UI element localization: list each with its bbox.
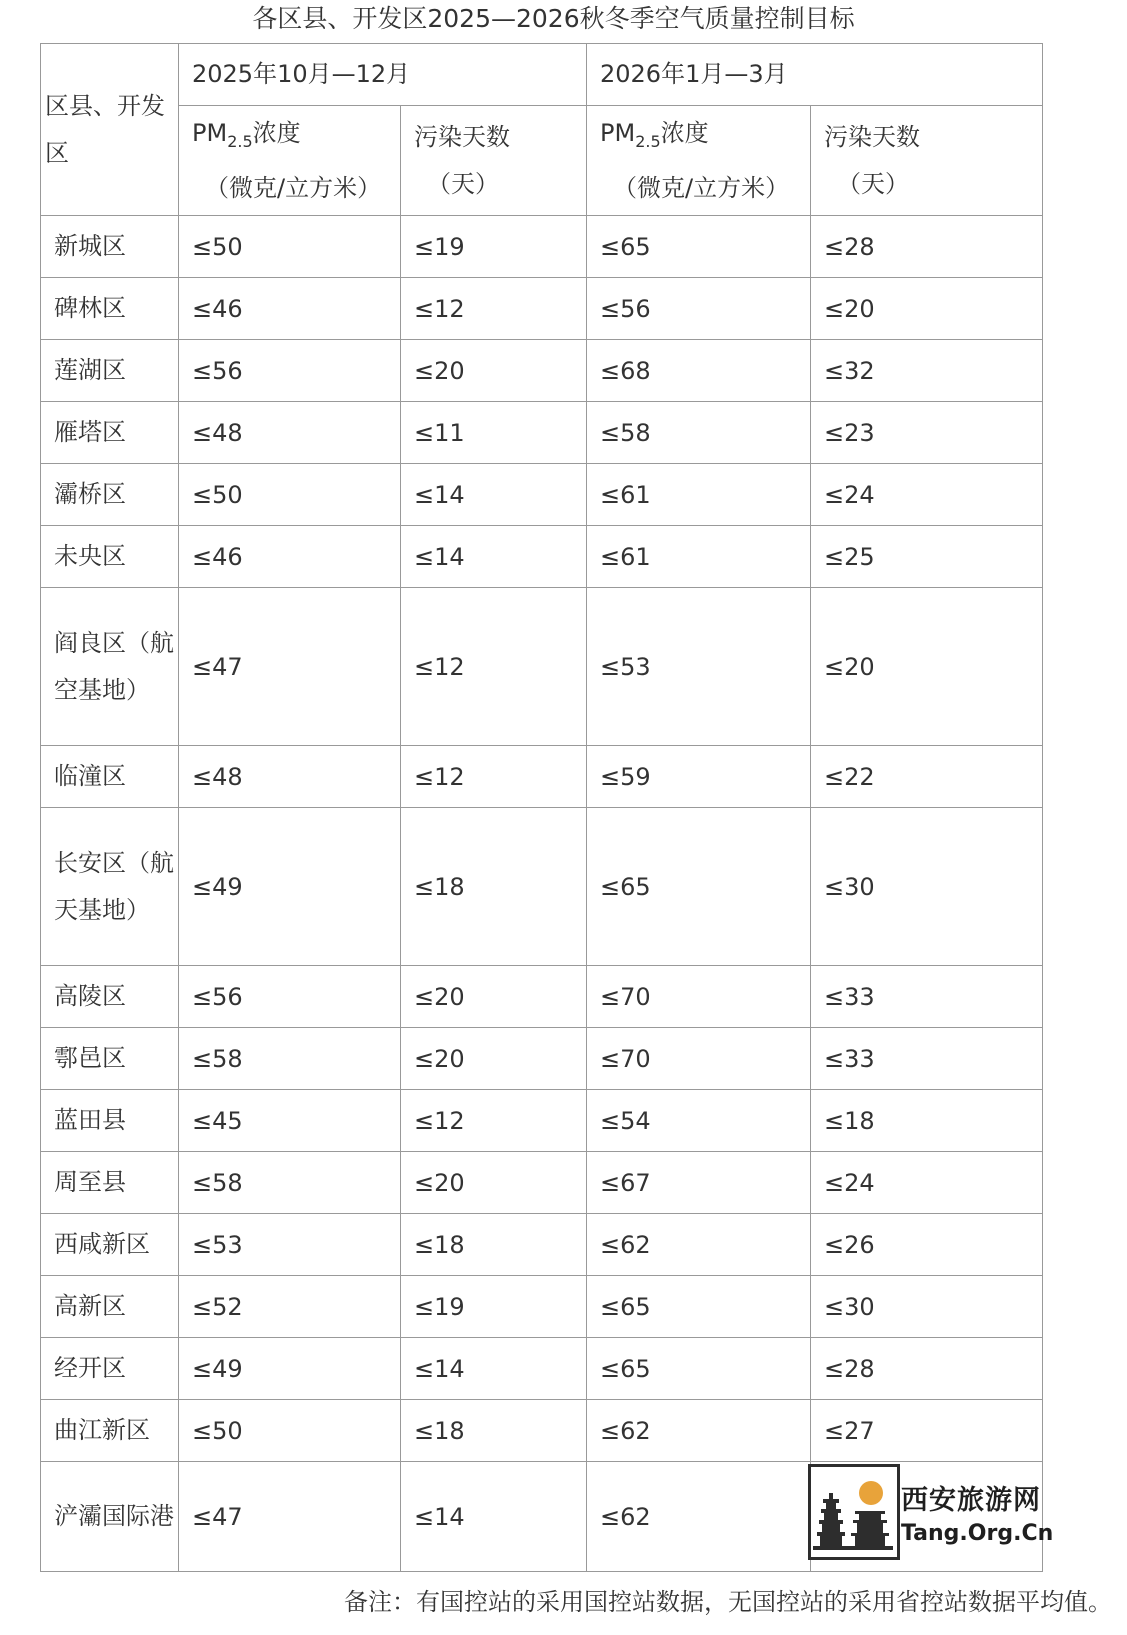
pm25-q4-cell: ≤47 bbox=[179, 1462, 401, 1572]
table-row bbox=[41, 588, 1043, 746]
pm25-q4-cell: ≤58 bbox=[179, 1028, 401, 1090]
table-row bbox=[41, 402, 1043, 464]
watermark-site-url: Tang.Org.Cn bbox=[901, 1521, 1054, 1546]
district-name-cell: 莲湖区 bbox=[41, 340, 179, 402]
site-watermark bbox=[808, 1464, 1058, 1564]
pm25-q1-cell: ≤61 bbox=[587, 526, 811, 588]
days-q1-cell: ≤20 bbox=[811, 278, 1043, 340]
days-q4-cell: ≤18 bbox=[401, 1400, 587, 1462]
air-quality-table bbox=[40, 43, 1043, 1572]
pm25-q4-cell: ≤52 bbox=[179, 1276, 401, 1338]
district-name-cell: 高陵区 bbox=[41, 966, 179, 1028]
days-q1-cell: ≤30 bbox=[811, 808, 1043, 966]
watermark-site-name: 西安旅游网 bbox=[901, 1485, 1041, 1516]
table-row bbox=[41, 808, 1043, 966]
days-unit: （天） bbox=[427, 169, 499, 198]
district-name-cell: 周至县 bbox=[41, 1152, 179, 1214]
pm25-q4-cell: ≤48 bbox=[179, 746, 401, 808]
district-name-cell: 灞桥区 bbox=[41, 464, 179, 526]
days-q4-cell: ≤20 bbox=[401, 966, 587, 1028]
days-q4-cell: ≤19 bbox=[401, 216, 587, 278]
table-row bbox=[41, 1152, 1043, 1214]
days-q4-cell: ≤12 bbox=[401, 278, 587, 340]
table-row bbox=[41, 1400, 1043, 1462]
district-name-cell: 未央区 bbox=[41, 526, 179, 588]
district-name-cell: 高新区 bbox=[41, 1276, 179, 1338]
days-q1-cell: ≤30 bbox=[811, 1276, 1043, 1338]
days-q1-cell: ≤33 bbox=[811, 1028, 1043, 1090]
table-row bbox=[41, 1028, 1043, 1090]
days-q1-cell: ≤28 bbox=[811, 1338, 1043, 1400]
days-q4-cell: ≤18 bbox=[401, 1214, 587, 1276]
pm-prefix: PM bbox=[600, 118, 636, 147]
days-q4-cell: ≤19 bbox=[401, 1276, 587, 1338]
days-q1-cell: ≤18 bbox=[811, 1090, 1043, 1152]
district-header-label: 区县、开发区 bbox=[45, 91, 165, 167]
district-name-cell: 阎良区（航空基地） bbox=[41, 588, 179, 746]
district-name-cell: 雁塔区 bbox=[41, 402, 179, 464]
pm25-q4-cell: ≤50 bbox=[179, 1400, 401, 1462]
district-name-cell: 曲江新区 bbox=[41, 1400, 179, 1462]
days-q1-cell: ≤24 bbox=[811, 464, 1043, 526]
district-column-header bbox=[41, 44, 179, 216]
days-q1-cell: ≤20 bbox=[811, 588, 1043, 746]
days-q1-cell: ≤23 bbox=[811, 402, 1043, 464]
pm-suffix: 浓度 bbox=[660, 118, 709, 147]
pm25-header-q1 bbox=[587, 106, 811, 216]
table-row bbox=[41, 1276, 1043, 1338]
pm25-q4-cell: ≤56 bbox=[179, 340, 401, 402]
pm25-q1-cell: ≤62 bbox=[587, 1400, 811, 1462]
days-q4-cell: ≤20 bbox=[401, 1152, 587, 1214]
pm25-q1-cell: ≤61 bbox=[587, 464, 811, 526]
days-q1-cell: ≤22 bbox=[811, 746, 1043, 808]
watermark-logo-frame bbox=[808, 1464, 900, 1560]
pm25-q1-cell: ≤62 bbox=[587, 1214, 811, 1276]
district-name-cell: 碑林区 bbox=[41, 278, 179, 340]
pm25-q1-cell: ≤58 bbox=[587, 402, 811, 464]
pagoda-icon bbox=[811, 1467, 897, 1557]
pm25-q4-cell: ≤50 bbox=[179, 216, 401, 278]
pm25-q1-cell: ≤68 bbox=[587, 340, 811, 402]
table-row bbox=[41, 278, 1043, 340]
pm25-q1-cell: ≤67 bbox=[587, 1152, 811, 1214]
table-row bbox=[41, 216, 1043, 278]
table-row bbox=[41, 340, 1043, 402]
period-header-q4: 2025年10月—12月 bbox=[179, 44, 587, 106]
table-row bbox=[41, 1214, 1043, 1276]
pm25-q1-cell: ≤59 bbox=[587, 746, 811, 808]
district-name-cell: 新城区 bbox=[41, 216, 179, 278]
pm25-q4-cell: ≤48 bbox=[179, 402, 401, 464]
pm25-q4-cell: ≤49 bbox=[179, 808, 401, 966]
pm25-q1-cell: ≤65 bbox=[587, 808, 811, 966]
pm25-q4-cell: ≤46 bbox=[179, 278, 401, 340]
pm25-q4-cell: ≤49 bbox=[179, 1338, 401, 1400]
table-row bbox=[41, 966, 1043, 1028]
pm25-q4-cell: ≤58 bbox=[179, 1152, 401, 1214]
days-q4-cell: ≤12 bbox=[401, 1090, 587, 1152]
pm25-q4-cell: ≤50 bbox=[179, 464, 401, 526]
pm25-label bbox=[600, 118, 709, 151]
days-unit: （天） bbox=[837, 169, 909, 198]
pm25-q4-cell: ≤56 bbox=[179, 966, 401, 1028]
days-q4-cell: ≤12 bbox=[401, 588, 587, 746]
pm25-q1-cell: ≤65 bbox=[587, 1338, 811, 1400]
table-row bbox=[41, 1338, 1043, 1400]
days-q1-cell: ≤25 bbox=[811, 526, 1043, 588]
days-label: 污染天数 bbox=[414, 122, 510, 151]
days-header-q4 bbox=[401, 106, 587, 216]
days-q4-cell: ≤20 bbox=[401, 340, 587, 402]
district-name-cell: 西咸新区 bbox=[41, 1214, 179, 1276]
pm25-q4-cell: ≤47 bbox=[179, 588, 401, 746]
table-row bbox=[41, 1090, 1043, 1152]
header-row-metrics bbox=[41, 106, 1043, 216]
table-row bbox=[41, 464, 1043, 526]
days-q1-cell: ≤28 bbox=[811, 216, 1043, 278]
days-q1-cell: ≤27 bbox=[811, 1400, 1043, 1462]
table-row bbox=[41, 526, 1043, 588]
days-header-q1 bbox=[811, 106, 1043, 216]
days-q4-cell: ≤12 bbox=[401, 746, 587, 808]
pm25-q1-cell: ≤54 bbox=[587, 1090, 811, 1152]
pm-subscript: 2.5 bbox=[227, 131, 253, 151]
pm25-q4-cell: ≤46 bbox=[179, 526, 401, 588]
district-name-cell: 蓝田县 bbox=[41, 1090, 179, 1152]
pm25-unit: （微克/立方米） bbox=[613, 173, 790, 202]
pm-suffix: 浓度 bbox=[252, 118, 301, 147]
days-q4-cell: ≤20 bbox=[401, 1028, 587, 1090]
pm-subscript: 2.5 bbox=[635, 131, 661, 151]
pm25-q1-cell: ≤62 bbox=[587, 1462, 811, 1572]
pm25-q1-cell: ≤53 bbox=[587, 588, 811, 746]
pm25-q1-cell: ≤65 bbox=[587, 216, 811, 278]
days-q4-cell: ≤14 bbox=[401, 1338, 587, 1400]
pm25-q1-cell: ≤65 bbox=[587, 1276, 811, 1338]
days-q4-cell: ≤14 bbox=[401, 1462, 587, 1572]
district-name-cell: 长安区（航天基地） bbox=[41, 808, 179, 966]
days-q1-cell: ≤26 bbox=[811, 1214, 1043, 1276]
pm25-unit: （微克/立方米） bbox=[205, 173, 382, 202]
days-q4-cell: ≤14 bbox=[401, 464, 587, 526]
table-row bbox=[41, 746, 1043, 808]
days-q4-cell: ≤11 bbox=[401, 402, 587, 464]
pm25-q4-cell: ≤45 bbox=[179, 1090, 401, 1152]
pm25-q1-cell: ≤56 bbox=[587, 278, 811, 340]
district-name-cell: 鄠邑区 bbox=[41, 1028, 179, 1090]
days-q4-cell: ≤14 bbox=[401, 526, 587, 588]
district-name-cell: 浐灞国际港 bbox=[41, 1462, 179, 1572]
days-q4-cell: ≤18 bbox=[401, 808, 587, 966]
pm-prefix: PM bbox=[192, 118, 228, 147]
pm25-header-q4 bbox=[179, 106, 401, 216]
district-name-cell: 临潼区 bbox=[41, 746, 179, 808]
page-title: 各区县、开发区2025—2026秋冬季空气质量控制目标 bbox=[252, 4, 855, 33]
pm25-q1-cell: ≤70 bbox=[587, 1028, 811, 1090]
days-q1-cell: ≤32 bbox=[811, 340, 1043, 402]
footnote: 备注：有国控站的采用国控站数据，无国控站的采用省控站数据平均值。 bbox=[344, 1588, 1112, 1616]
days-q1-cell: ≤24 bbox=[811, 1152, 1043, 1214]
pm25-q4-cell: ≤53 bbox=[179, 1214, 401, 1276]
period-header-q1: 2026年1月—3月 bbox=[587, 44, 1043, 106]
district-name-cell: 经开区 bbox=[41, 1338, 179, 1400]
header-row-periods bbox=[41, 44, 1043, 106]
pm25-q1-cell: ≤70 bbox=[587, 966, 811, 1028]
pm25-label bbox=[192, 118, 301, 151]
days-label: 污染天数 bbox=[824, 122, 920, 151]
days-q1-cell: ≤33 bbox=[811, 966, 1043, 1028]
